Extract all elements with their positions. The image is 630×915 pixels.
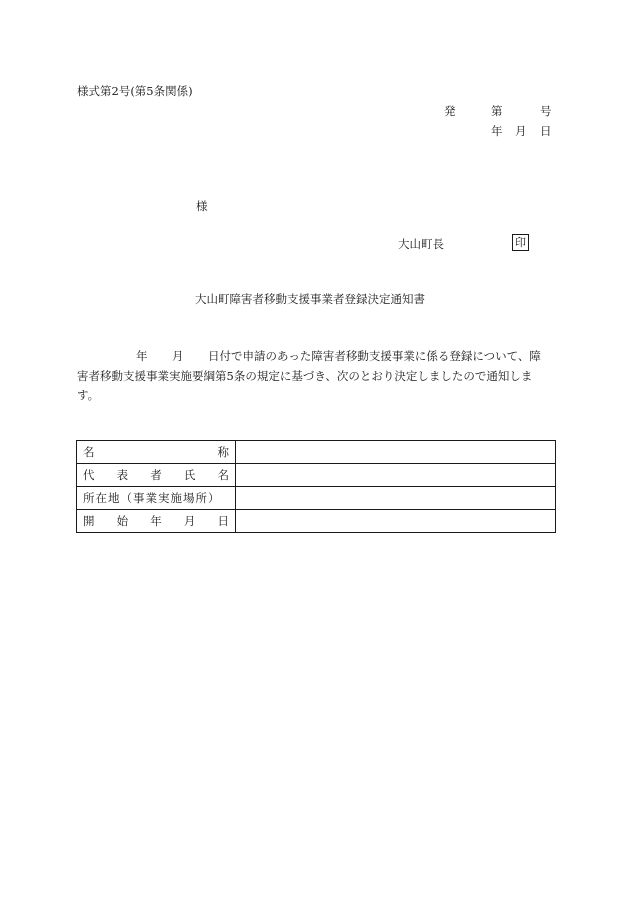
table-row [77, 441, 556, 464]
label-char: 名 [217, 468, 229, 482]
label-char: 年 [150, 514, 162, 528]
issue-date-line [0, 124, 630, 138]
label-text: 所在地（事業実施場所） [83, 491, 221, 505]
row-value-location[interactable] [236, 487, 556, 510]
label-char: 称 [217, 445, 229, 459]
issue-month: 月 [515, 124, 527, 138]
form-number: 様式第2号(第5条関係) [77, 84, 193, 98]
label-char: 氏 [183, 468, 196, 482]
label-char: 開 [83, 514, 95, 528]
label-char: 日 [217, 514, 229, 528]
table-row [77, 487, 556, 510]
label-char: 代 [83, 468, 95, 482]
body-rest: 日付で申請のあった障害者移動支援事業に係る登録について、障 [208, 349, 541, 363]
row-label-representative [77, 464, 236, 487]
registration-info-table [76, 440, 556, 533]
addressee-suffix: 様 [196, 199, 208, 213]
label-char: 始 [116, 514, 129, 528]
table-row [77, 510, 556, 533]
body-year: 年 [136, 349, 148, 363]
table-row [77, 464, 556, 487]
seal-mark: 印 [512, 234, 529, 251]
row-value-start-date[interactable] [236, 510, 556, 533]
row-value-name[interactable] [236, 441, 556, 464]
row-label-start-date [77, 510, 236, 533]
row-value-representative[interactable] [236, 464, 556, 487]
issue-go: 号 [540, 104, 552, 118]
issue-day: 日 [540, 124, 552, 138]
issue-number-line [0, 104, 630, 118]
body-line-2: 害者移動支援事業実施要綱第5条の規定に基づき、次のとおり決定しましたので通知しま [77, 369, 533, 383]
issuer-name: 大山町長 [398, 237, 444, 251]
issue-dai: 第 [491, 104, 503, 118]
body-month: 月 [172, 349, 184, 363]
label-char: 者 [150, 468, 162, 482]
issue-year: 年 [491, 124, 503, 138]
label-char: 月 [183, 514, 196, 528]
body-line-3: す。 [77, 388, 100, 402]
body-line-1 [0, 349, 630, 363]
issue-prefix: 発 [444, 104, 456, 118]
label-char: 名 [83, 445, 95, 459]
row-label-name [77, 441, 236, 464]
row-label-location [77, 487, 236, 510]
document-title: 大山町障害者移動支援事業者登録決定通知書 [195, 292, 425, 306]
label-char: 表 [116, 468, 129, 482]
